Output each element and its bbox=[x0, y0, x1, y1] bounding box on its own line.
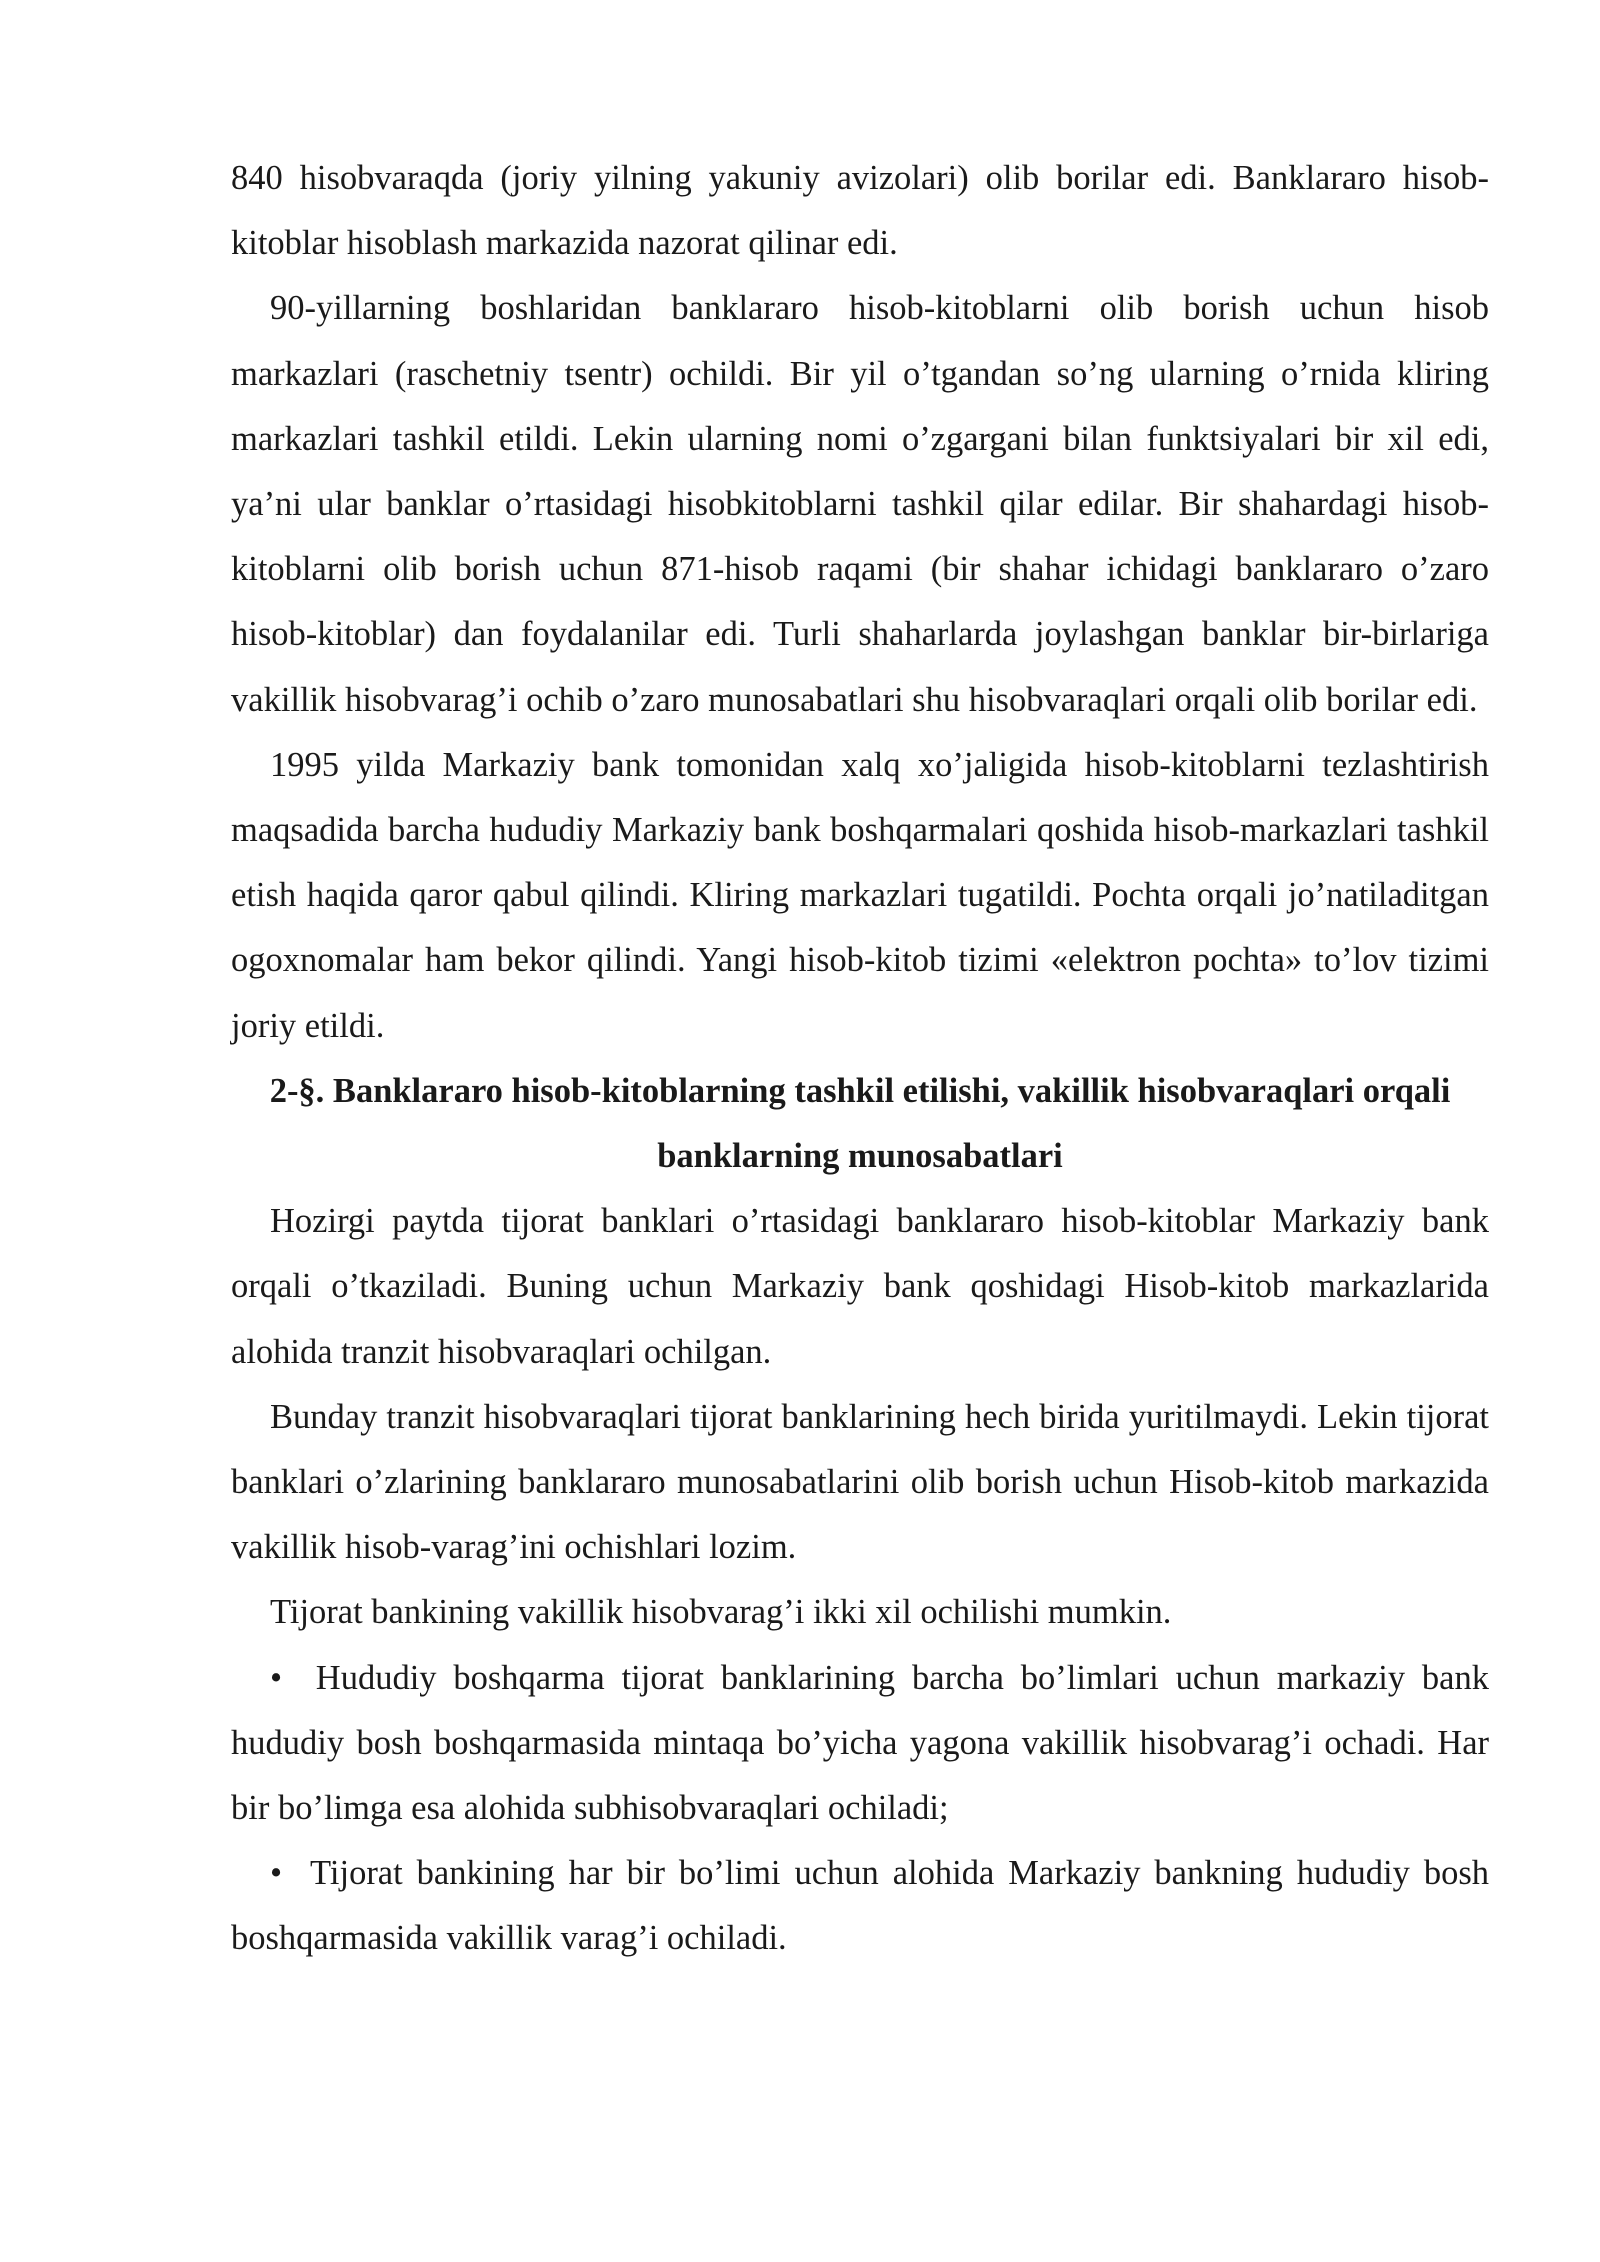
paragraph-4: Hozirgi paytda tijorat banklari o’rtasidagi banklararo hisob-kitoblar Markaziy bank orqali o’tkaziladi. Buning uchun Markaziy bank qoshidagi Hisob-kitob markazlarida alohida tranzit hisobvaraqlari ochilgan. bbox=[231, 1202, 1489, 1371]
paragraph-5: Bunday tranzit hisobvaraqlari tijorat banklarining hech birida yuritilmaydi. Lekin tijorat banklari o’zlarining banklararo munosabatlarini olib borish uchun Hisob-kitob markazida vakillik hisob-varag’ini ochishlari lozim. bbox=[231, 1397, 1489, 1567]
bullet-item-text: Tijorat bankining har bir bo’limi uchun alohida Markaziy bankning hududiy bosh boshqarmasida vakillik varag’i ochiladi. bbox=[231, 1854, 1490, 1958]
bullet-item-1 bbox=[231, 1646, 1489, 1842]
bullet-mark: • bbox=[270, 1658, 283, 1697]
paragraph-2: 90-yillarning boshlaridan banklararo hisob-kitoblarni olib borish uchun hisob markazlari (raschetniy tsentr) ochildi. Bir yil o’tgandan so’ng ularning o’rnida kliring markazlari tashkil etildi. Lekin ularning nomi o’zgargani bilan funktsiyalari bir xil edi, ya’ni ular banklar o’rtasidagi hisobkitoblarni tashkil qilar edilar. Bir shahardagi hisob-kitoblarni olib borish uchun 871-hisob raqami (bir shahar ichidagi banklararo o’zaro hisob-kitoblar) dan foydalanilar edi. Turli shaharlarda joylashgan banklar bir-birlariga vakillik hisobvarag’i ochib o’zaro munosabatlari shu hisobvaraqlari orqali olib borilar edi. bbox=[231, 289, 1489, 719]
section-heading: 2-§. Banklararo hisob-kitoblarning tashkil etilishi, vakillik hisobvaraqlari orqali banklarning munosabatlari bbox=[269, 1071, 1451, 1176]
paragraph-1: 840 hisobvaraqda (joriy yilning yakuniy avizolari) olib borilar edi. Banklararo hisob-kitoblar hisoblash markazida nazorat qilinar edi. bbox=[231, 159, 1489, 263]
bullet-item-text: Hududiy boshqarma tijorat banklarining barcha bo’limlari uchun markaziy bank hududiy bosh boshqarmasida mintaqa bo’yicha yagona vakillik hisobvarag’i ochadi. Har bir bo’limga esa alohida subhisobvaraqlari ochiladi; bbox=[231, 1658, 1489, 1828]
document-page bbox=[231, 146, 1489, 1972]
paragraph-3: 1995 yilda Markaziy bank tomonidan xalq xo’jaligida hisob-kitoblarni tezlashtirish maqsadida barcha hududiy Markaziy bank boshqarmalari qoshida hisob-markazlari tashkil etish haqida qaror qabul qilindi. Kliring markazlari tugatildi. Pochta orqali jo’natiladitgan ogoxnomalar ham bekor qilindi. Yangi hisob-kitob tizimi «elektron pochta» to’lov tizimi joriy etildi. bbox=[231, 745, 1489, 1045]
bullet-item-2 bbox=[231, 1841, 1489, 1971]
bullet-mark: • bbox=[270, 1854, 283, 1893]
paragraph-6: Tijorat bankining vakillik hisobvarag’i ikki xil ochilishi mumkin. bbox=[270, 1593, 1172, 1632]
